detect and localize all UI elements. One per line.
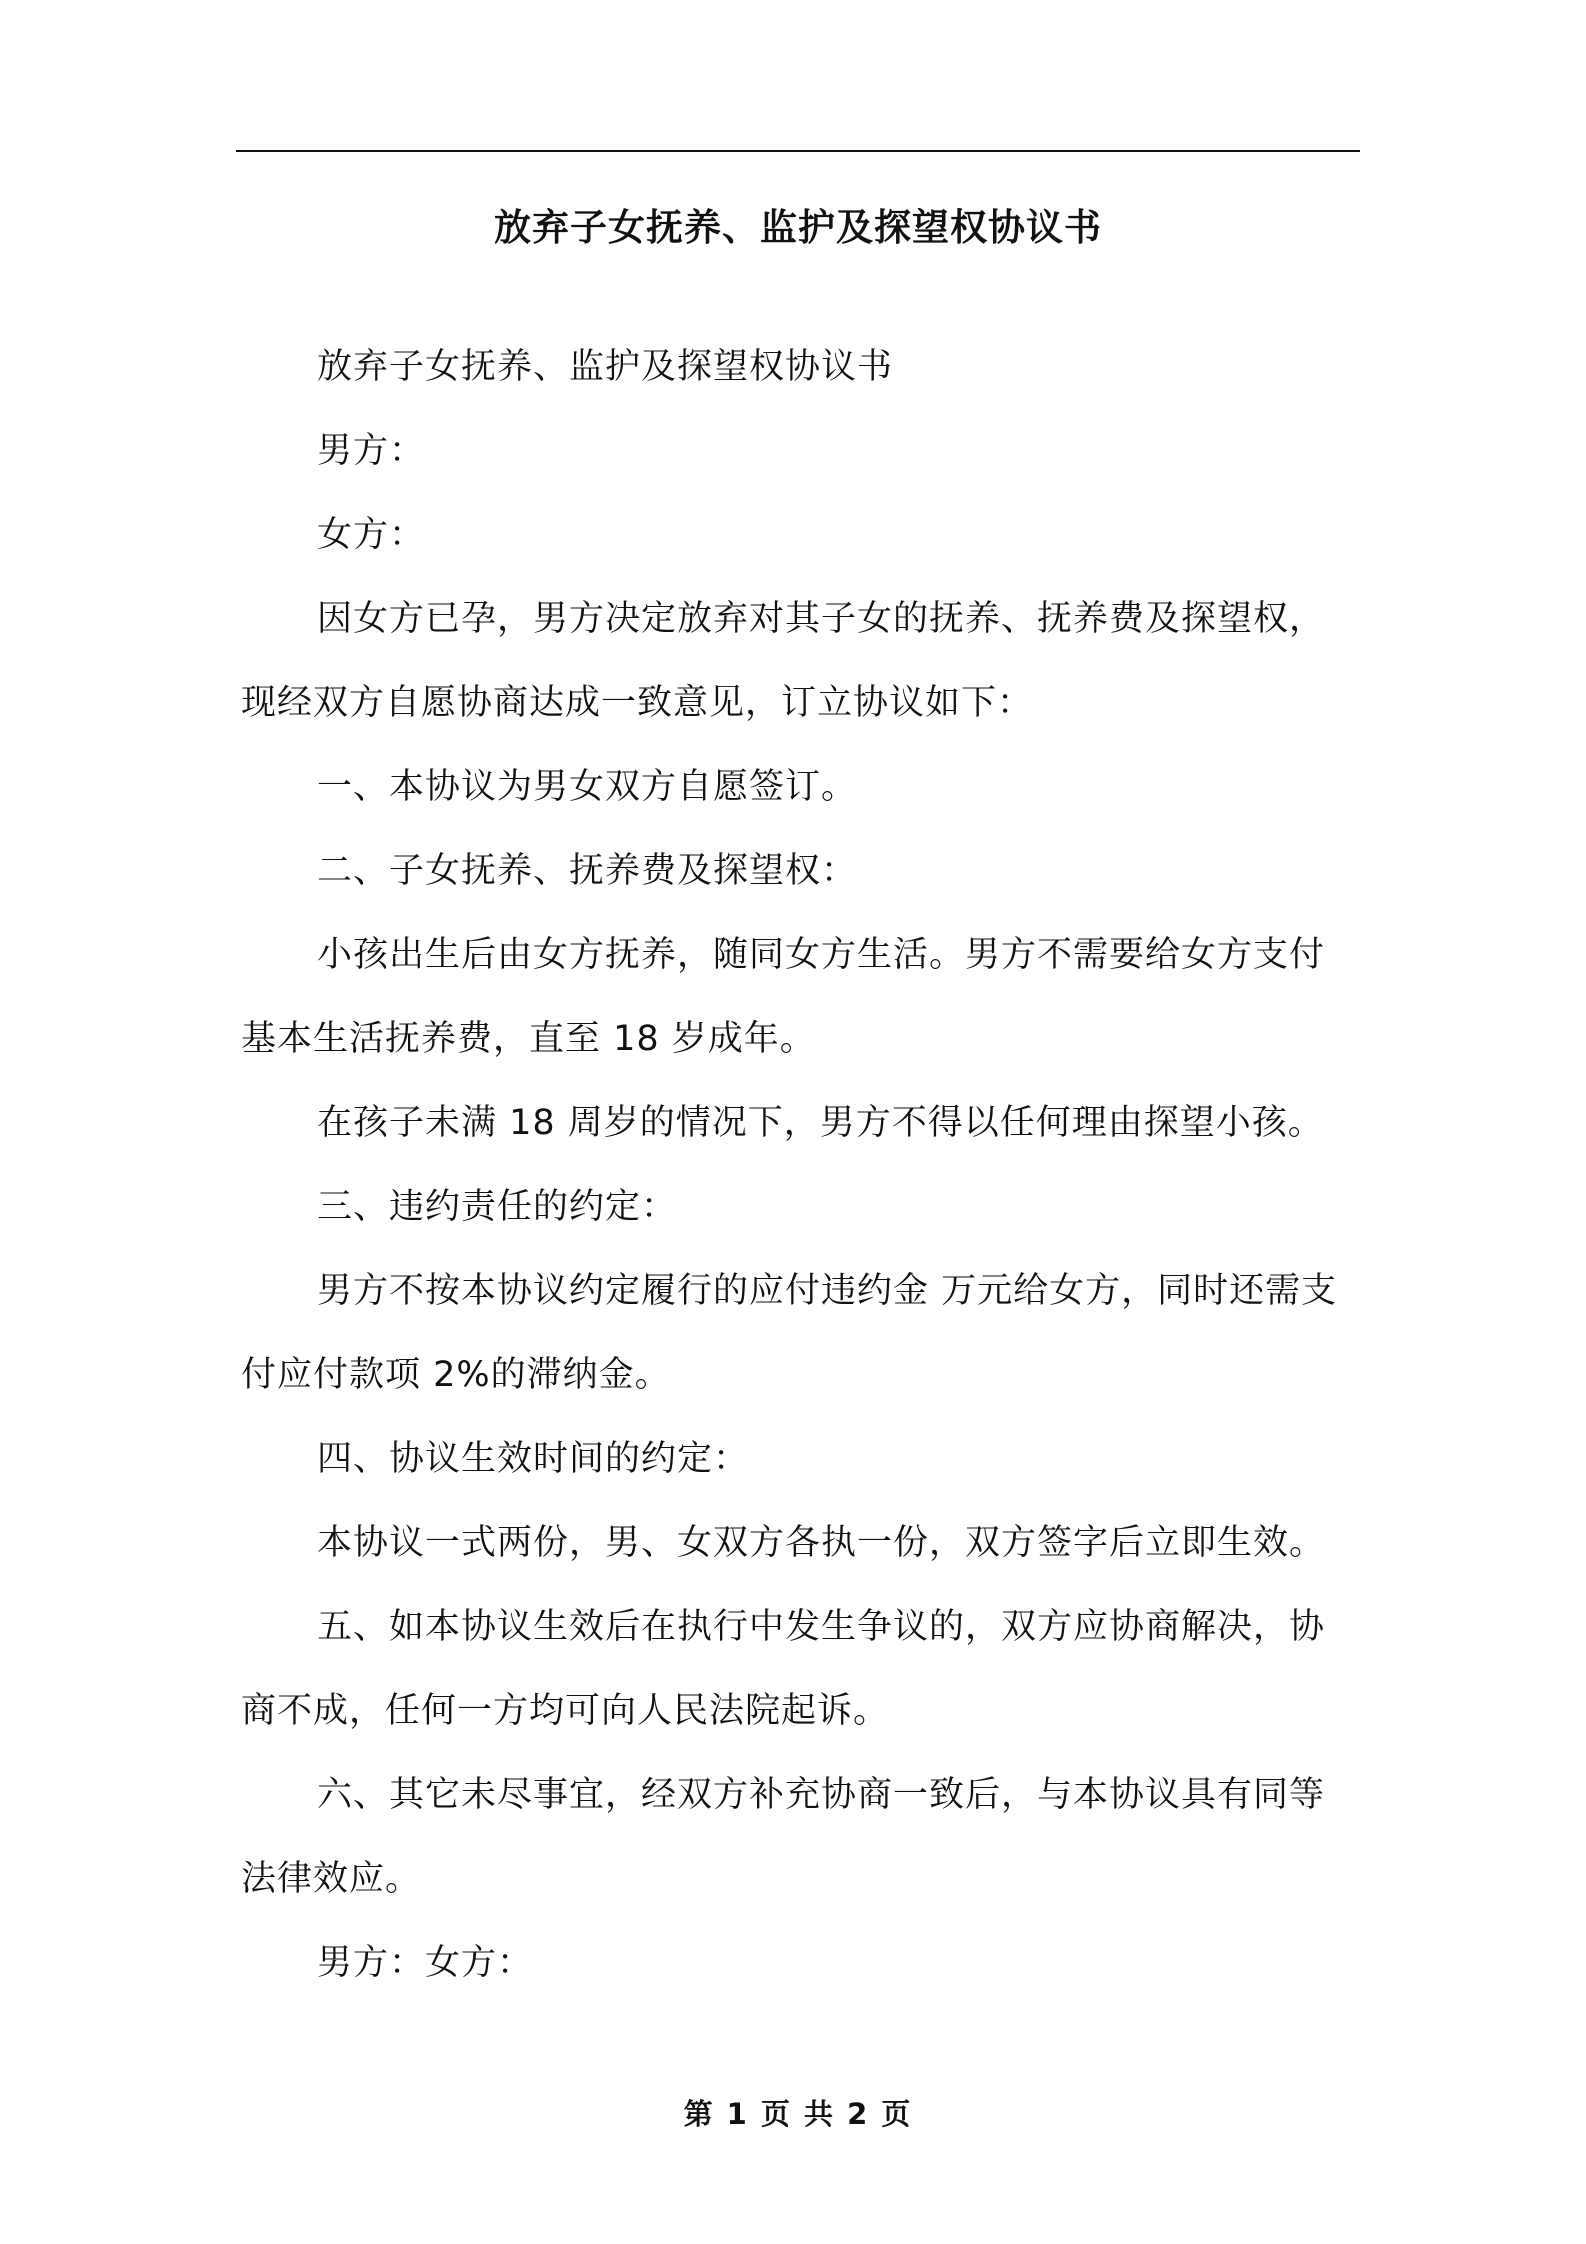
body-paragraph: 四、协议生效时间的约定： [317, 1439, 750, 1479]
body-paragraph: 因女方已孕，男方决定放弃对其子女的抚养、抚养费及探望权，现经双方自愿协商达成一致意见，订立协议如下： [241, 599, 1326, 723]
body-paragraph: 放弃子女抚养、监护及探望权协议书 [317, 347, 894, 387]
body-paragraph: 三、违约责任的约定： [317, 1187, 678, 1227]
body-paragraph: 男方：女方： [317, 1943, 534, 1983]
body-paragraph: 五、如本协议生效后在执行中发生争议的，双方应协商解决，协商不成，任何一方均可向人民法院起诉。 [241, 1607, 1326, 1731]
body-paragraph: 二、子女抚养、抚养费及探望权： [317, 851, 858, 891]
body-paragraph: 六、其它未尽事宜，经双方补充协商一致后，与本协议具有同等法律效应。 [241, 1775, 1326, 1899]
header-rule [236, 150, 1360, 152]
document-body [241, 325, 1356, 2005]
body-paragraph: 一、本协议为男女双方自愿签订。 [317, 767, 858, 807]
body-paragraph: 女方： [317, 515, 426, 555]
body-paragraph: 男方不按本协议约定履行的应付违约金 万元给女方，同时还需支付应付款项 2%的滞纳金。 [241, 1271, 1338, 1395]
document-title: 放弃子女抚养、监护及探望权协议书 [494, 206, 1102, 249]
body-paragraph: 本协议一式两份，男、女双方各执一份，双方签字后立即生效。 [317, 1523, 1326, 1563]
body-paragraph: 小孩出生后由女方抚养，随同女方生活。男方不需要给女方支付基本生活抚养费，直至 18 岁成年。 [241, 935, 1326, 1059]
body-paragraph: 在孩子未满 18 周岁的情况下，男方不得以任何理由探望小孩。 [317, 1103, 1324, 1143]
body-paragraph: 男方： [317, 431, 426, 471]
page-indicator: 第 1 页 共 2 页 [683, 2097, 913, 2131]
